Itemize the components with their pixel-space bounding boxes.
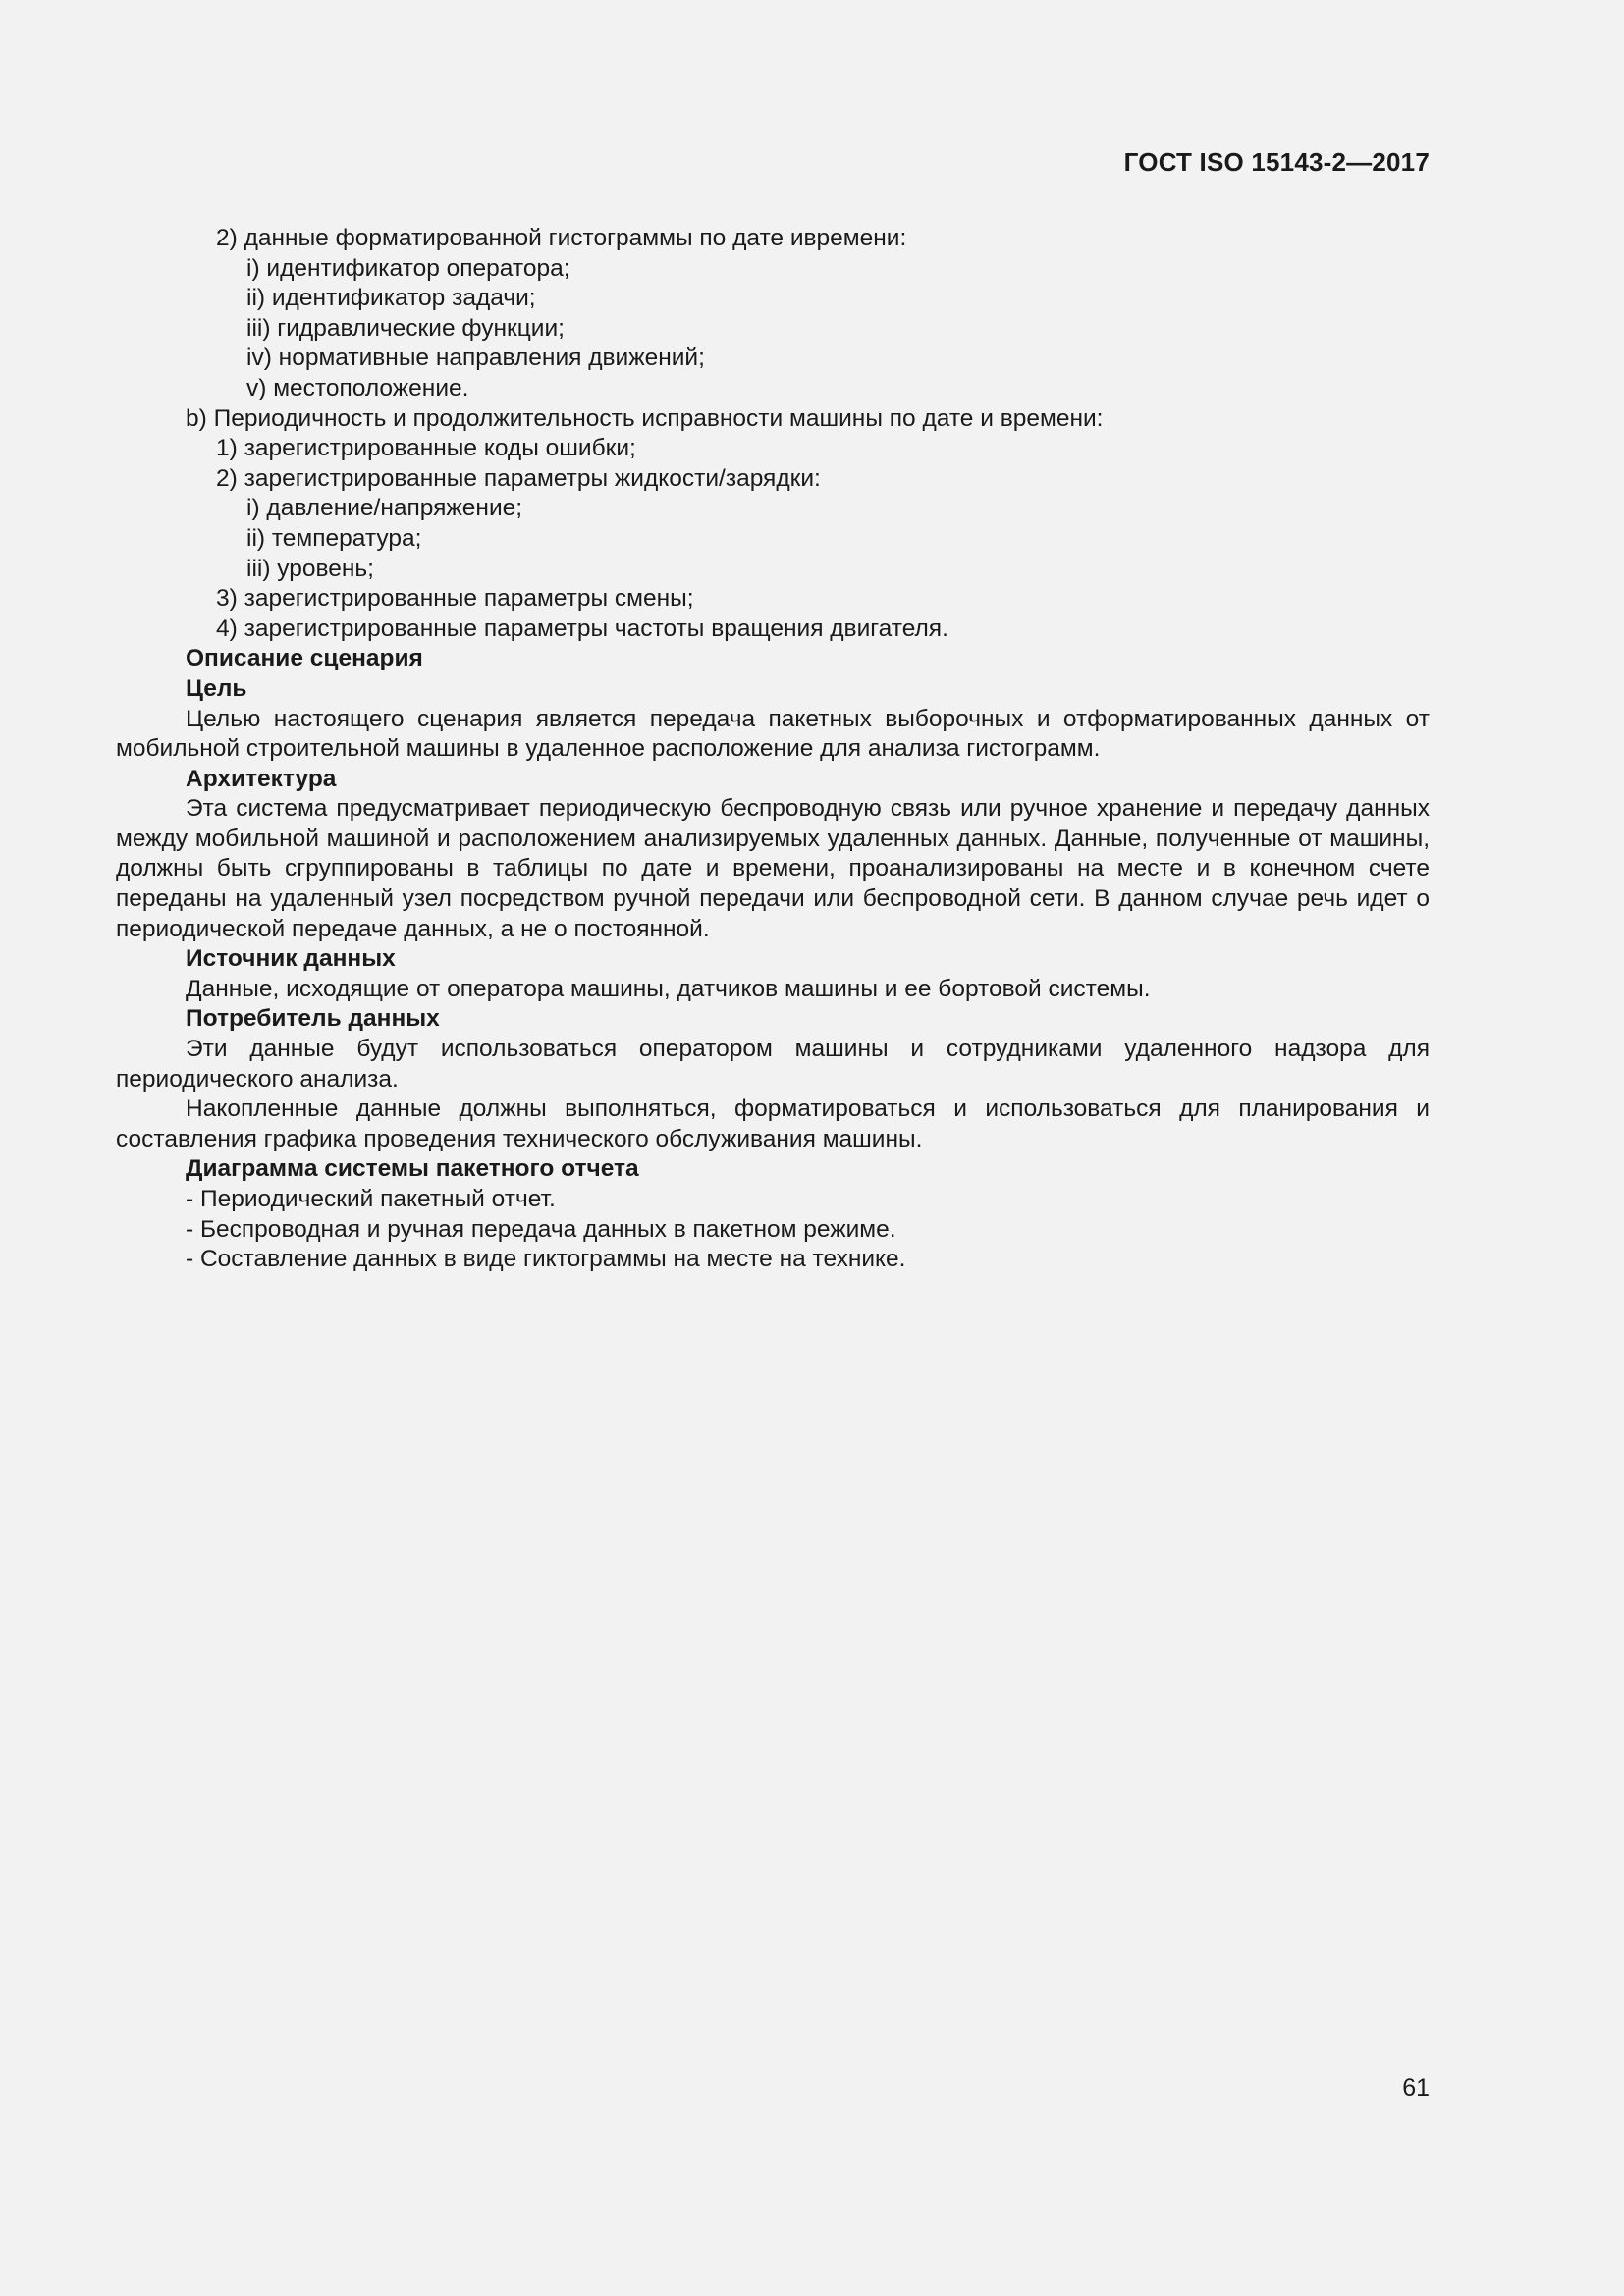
- section-heading-scenario: Описание сценария: [186, 645, 423, 672]
- sub-list-item: iii) гидравлические функции;: [246, 314, 565, 342]
- document-header: ГОСТ ISO 15143-2—2017: [1123, 147, 1430, 177]
- sub-list-item: iii) уровень;: [246, 555, 374, 582]
- sub-list-item: i) идентификатор оператора;: [246, 254, 570, 282]
- sub-list-item: v) местоположение.: [246, 374, 469, 401]
- sub-list-item: ii) идентификатор задачи;: [246, 285, 536, 312]
- section-heading-architecture: Архитектура: [186, 765, 337, 792]
- sub-list-item: ii) температура;: [246, 524, 422, 552]
- bullet-item: - Периодический пакетный отчет.: [186, 1186, 556, 1212]
- list-item: 4) зарегистрированные параметры частоты вращения двигателя.: [216, 614, 948, 642]
- data-consumer-paragraph: Накопленные данные должны выполняться, форматироваться и использоваться для планирования и составления графика проведения технического обслуживания машины.: [116, 1095, 1430, 1152]
- bullet-item: - Составление данных в виде гиктограммы на месте на технике.: [186, 1246, 906, 1273]
- bullet-item: - Беспроводная и ручная передача данных в пакетном режиме.: [186, 1215, 896, 1243]
- section-heading-data-source: Источник данных: [186, 945, 396, 973]
- page-content: [116, 224, 1430, 1275]
- sub-list-item: i) давление/напряжение;: [246, 495, 523, 522]
- data-consumer-paragraph: Эти данные будут использоваться оператором машины и сотрудниками удаленного надзора для периодического анализа.: [116, 1036, 1430, 1093]
- list-item-b: b) Периодичность и продолжительность исправности машины по дате и времени:: [186, 404, 1104, 432]
- architecture-paragraph: Эта система предусматривает периодическую беспроводную связь или ручное хранение и передачу данных между мобильной машиной и расположением анализируемых удаленных данных. Данные, полученные от машины, должны быть сгруппированы в таблицы по дате и времени, проанализированы на месте и в конечном счете переданы на удаленный узел посредством ручной передачи или беспроводной сети. В данном случае речь идет о периодической передаче данных, а не о постоянной.: [116, 795, 1430, 942]
- sub-list-item: iv) нормативные направления движений;: [246, 345, 705, 372]
- list-item: 2) зарегистрированные параметры жидкости/зарядки:: [216, 464, 821, 492]
- goal-paragraph: Целью настоящего сценария является передача пакетных выборочных и отформатированных данных от мобильной строительной машины в удаленное расположение для анализа гистограмм.: [116, 705, 1430, 763]
- section-heading-data-consumer: Потребитель данных: [186, 1005, 440, 1033]
- list-item: 1) зарегистрированные коды ошибки;: [216, 435, 636, 462]
- section-heading-goal: Цель: [186, 674, 247, 702]
- data-source-paragraph: Данные, исходящие от оператора машины, датчиков машины и ее бортовой системы.: [186, 975, 1151, 1002]
- page-number: 61: [1402, 2074, 1430, 2102]
- section-heading-diagram: Диаграмма системы пакетного отчета: [186, 1155, 639, 1183]
- list-item: 2) данные форматированной гистограммы по дате ивремени:: [216, 225, 907, 251]
- list-item: 3) зарегистрированные параметры смены;: [216, 585, 694, 613]
